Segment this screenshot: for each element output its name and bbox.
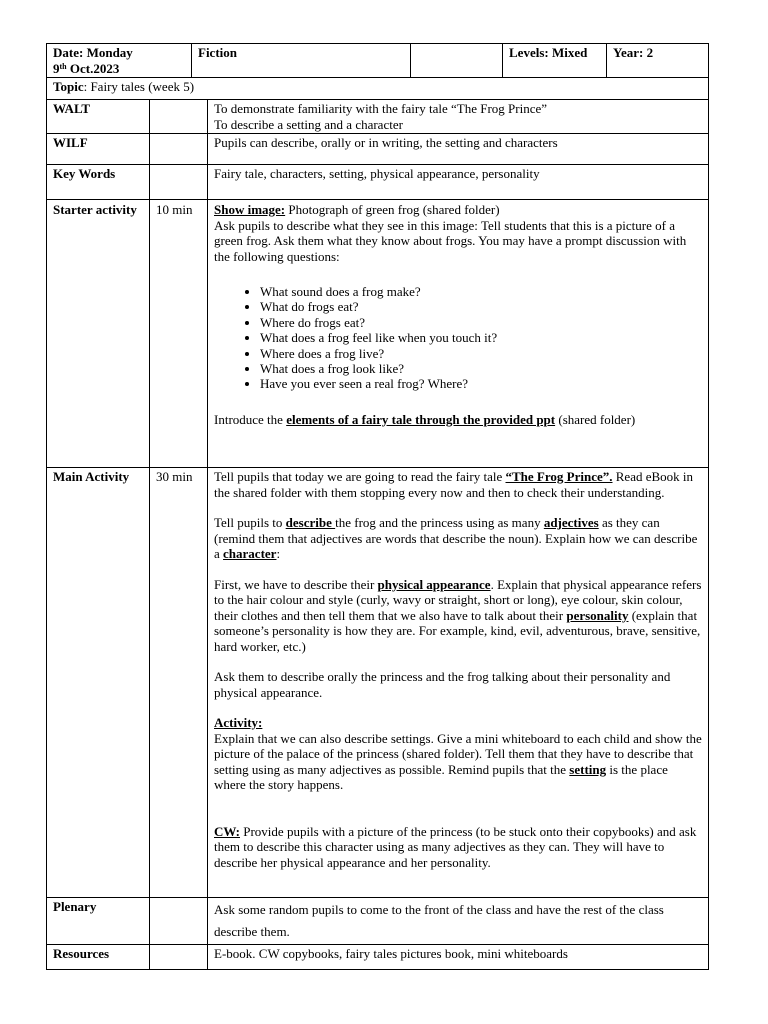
lesson-plan bbox=[46, 43, 708, 970]
question-list bbox=[214, 284, 702, 392]
list-item: • Where does a frog live? bbox=[260, 346, 702, 361]
topic-cell: Topic: Fairy tales (week 5) bbox=[47, 78, 709, 100]
year-cell: Year: 2 bbox=[607, 44, 709, 78]
list-item: • What does a frog feel like when you touch it? bbox=[260, 330, 702, 345]
walt-text: To demonstrate familiarity with the fairy tale “The Frog Prince” To describe a setting and a character bbox=[208, 100, 709, 134]
main-row bbox=[47, 468, 709, 898]
main-content: Tell pupils that today we are going to read the fairy tale “The Frog Prince”. Read eBook in the shared folder with them stopping every now and then to check their understanding. Tell pupils to describe the frog and the princess using as many adjectives as they can (remind them that adjectives are words that describe the noun). Explain how we can describe a character: First, we have to describe their physical appearance. Explain that physical appearance refers to the hair colour and style (curly, wavy or straight, short or long), eye colour, skin colour, their clothes and then tell them that we also have to talk about their personality (explain that someone’s personality is how they are. For example, kind, evil, adventurous, brave, sensitive, hard worker, etc.) Ask them to describe orally the princess and the frog talking about their personality and physical appearance. Activity: Explain that we can also describe settings. Give a mini whiteboard to each child and show the picture of the palace of the princess (shared folder). Tell them that they have to describe that setting using as many adjectives as possible. Remind pupils that the setting is the place where the story happens. CW: Provide pupils with a picture of the princess (to be stuck onto their copybooks) and ask them to describe this character using as many adjectives as they can. They will have to describe her physical appearance and her personality. bbox=[208, 468, 709, 898]
starter-row bbox=[47, 200, 709, 468]
walt-label: WALT bbox=[47, 100, 150, 134]
list-item: • Where do frogs eat? bbox=[260, 315, 702, 330]
levels-cell: Levels: Mixed bbox=[503, 44, 607, 78]
main-time: 30 min bbox=[150, 468, 208, 898]
date-cell: Date: Monday 9th Oct.2023 bbox=[47, 44, 192, 78]
list-item: • What sound does a frog make? bbox=[260, 284, 702, 299]
resources-row bbox=[47, 945, 709, 970]
starter-content: Show image: Photograph of green frog (shared folder) Ask pupils to describe what they see in this image: Tell students that this is a picture of a green frog. Ask them what they know about frogs. You may have a prompt discussion with the following questions: • What sound does a frog make? • What do frogs eat? • Where do frogs eat? • What does a frog feel like when you touch it? • Where does a frog live? • What does a frog look like? • Have you ever seen a real frog? Where? Introduce the elements of a fairy tale through the provided ppt (shared folder) bbox=[208, 200, 709, 468]
wilf-text: Pupils can describe, orally or in writing, the setting and characters bbox=[208, 134, 709, 165]
resources-label: Resources bbox=[47, 945, 150, 970]
wilf-label: WILF bbox=[47, 134, 150, 165]
keywords-text: Fairy tale, characters, setting, physical appearance, personality bbox=[208, 165, 709, 200]
blank-cell bbox=[411, 44, 503, 78]
plan-table bbox=[46, 77, 709, 970]
starter-time: 10 min bbox=[150, 200, 208, 468]
keywords-row bbox=[47, 165, 709, 200]
resources-text: E-book. CW copybooks, fairy tales pictures book, mini whiteboards bbox=[208, 945, 709, 970]
header-row bbox=[47, 44, 709, 78]
starter-label: Starter activity bbox=[47, 200, 150, 468]
wilf-row bbox=[47, 134, 709, 165]
plenary-text: Ask some random pupils to come to the front of the class and have the rest of the class describe them. bbox=[208, 898, 709, 945]
list-item: • Have you ever seen a real frog? Where? bbox=[260, 376, 702, 391]
main-label: Main Activity bbox=[47, 468, 150, 898]
plenary-label: Plenary bbox=[47, 898, 150, 945]
walt-row bbox=[47, 100, 709, 134]
header-table bbox=[46, 43, 709, 78]
list-item: • What do frogs eat? bbox=[260, 299, 702, 314]
list-item: • What does a frog look like? bbox=[260, 361, 702, 376]
subject-cell: Fiction bbox=[192, 44, 411, 78]
keywords-label: Key Words bbox=[47, 165, 150, 200]
plenary-row bbox=[47, 898, 709, 945]
topic-row bbox=[47, 78, 709, 100]
